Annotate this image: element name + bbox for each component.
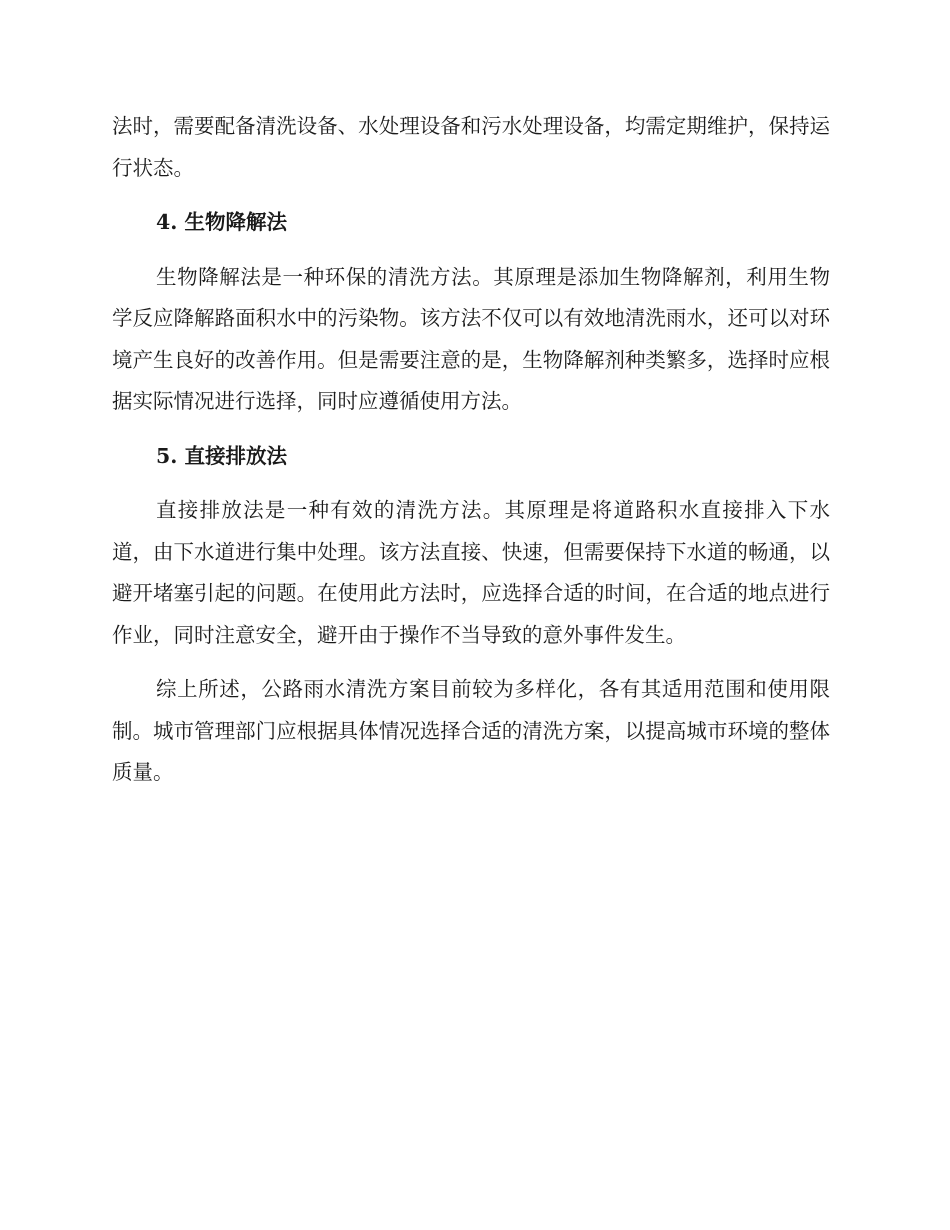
spacer [112,189,830,202]
spacer [112,423,830,436]
conclusion-paragraph: 综上所述，公路雨水清洗方案目前较为多样化，各有其适用范围和使用限制。城市管理部门应根据具体情况选择合适的清洗方案，以提高城市环境的整体质量。 [112,677,830,784]
section-body-direct-discharge: 直接排放法是一种有效的清洗方法。其原理是将道路积水直接排入下水道，由下水道进行集中处理。该方法直接、快速，但需要保持下水道的畅通，以避开堵塞引起的问题。在使用此方法时，应选择合适的时间，在合适的地点进行作业，同时注意安全，避开由于操作不当导致的意外事件发生。 [112,498,830,647]
section-heading-direct-discharge: 5. 直接排放法 [156,443,288,468]
spacer [112,656,830,669]
document-page [112,106,830,794]
spacer [112,477,830,490]
section-heading-biodegradation: 4. 生物降解法 [156,210,288,234]
spacer [112,244,830,257]
intro-continuation-paragraph: 法时，需要配备清洗设备、水处理设备和污水处理设备，均需定期维护，保持运行状态。 [112,114,830,180]
section-body-biodegradation: 生物降解法是一种环保的清洗方法。其原理是添加生物降解剂，利用生物学反应降解路面积水中的污染物。该方法不仅可以有效地清洗雨水，还可以对环境产生良好的改善作用。但是需要注意的是，生物降解剂种类繁多，选择时应根据实际情况进行选择，同时应遵循使用方法。 [112,264,830,413]
